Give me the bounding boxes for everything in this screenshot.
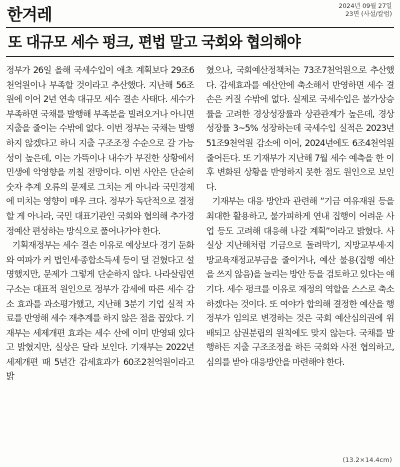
issue-date: 2024년 09월 27일 bbox=[338, 3, 392, 10]
clipping-size-note: (13.2×14.4cm) bbox=[342, 456, 392, 464]
article-column-right bbox=[206, 64, 394, 370]
header-rule bbox=[6, 27, 394, 28]
newspaper-logo: 한겨레 bbox=[7, 5, 52, 24]
article-column-left bbox=[6, 64, 194, 385]
page-section: 23면 (사설/칼럼) bbox=[345, 11, 392, 18]
paragraph: 혔으나, 국회예산정책처는 73조7천억원으로 추산했다. 감세효과를 예산안에 축소해서 반영하면 세수 결손은 커질 수밖에 없다. 실제로 국세수입은 불가상승률을 고려한 경상성장률과 상관관계가 높은데, 경상성장률 3~5% 성장하는데 국세수입 실적은 2023년 51조9천억원 감소에 이어, 2024년에도 6조4천억원 줄어든다. 또 기재부가 지난해 7월 세수 예측을 한 이후 변화된 상황을 반영하지 못한 점도 원인으로 보인다. bbox=[206, 66, 394, 193]
headline-rule bbox=[6, 56, 394, 57]
dateline bbox=[339, 3, 392, 19]
paragraph: 정부가 26일 올해 국세수입이 애초 계획보다 29조6천억원이나 부족할 것이라고 추산했다. 지난해 56조원에 이어 2년 연속 대규모 세수 결손 사태다. 세수가 부족하면 국채를 발행해 부족분을 빌려오거나 아니면 지출을 줄이는 수밖에 없다. 이번 정부는 국채는 발행하지 않겠다고 하니 지출 구조조정 수순으로 갈 가능성이 높은데, 이는 가뜩이나 내수가 부진한 상황에서 민생에 악영향을 끼칠 전망이다. 이번 사안은 단순히 숫자 추계 오류의 문제로 그치는 게 아니라 국민경제에 미치는 영향이 매우 크다. 정부가 독단적으로 결정할 게 아니라, 국민 대표기관인 국회와 협의해 추가경정예산 편성하는 방식으로 풀어나가야 한다. bbox=[6, 66, 194, 237]
paragraph: 기획재정부는 세수 결손 이유로 예상보다 경기 둔화와 여파가 커 법인세·종합소득세 등이 덜 걷혔다고 설명했지만, 문제가 그렇게 단순하지 않다. 나라살림연구소는 대표적 원인으로 정부가 감세에 따른 세수 감소 효과를 과소평가했고, 지난해 3분기 기업 실적 자료를 반영해 세수 재추계를 하지 않은 점을 꼽았다. 기재부는 세제개편 효과는 세수 산에 이미 반영돼 있다고 밝혔지만, 실상은 달라 보인다. 기재부는 2022년 세제개편 때 5년간 감세효과가 60조2천억원이라고 밝 bbox=[6, 241, 194, 383]
paragraph: 기재부는 대응 방안과 관련해 “기금 여유재원 등을 최대한 활용하고, 불가피하게 연내 집행이 어려운 사업 등도 고려해 대응해 나갈 계획”이라고 밝혔다. 사실상 지난해처럼 기금으로 돌려막기, 지방교부세·지방교육재정교부금을 줄이거나, 예산 불용(집행 예산을 쓰지 않음)을 늘리는 방안 등을 검토하고 있다는 얘기다. 세수 펑크를 이유로 재정의 역할을 스스로 축소하겠다는 것이다. 또 여야가 합의해 결정한 예산을 행정부가 임의로 변경하는 것은 국회 예산심의권에 위배되고 삼권분립의 원칙에도 맞지 않는다. 국채를 발행하든 지출 구조조정을 하든 국회와 사전 협의하고, 심의를 받아 대응방안을 마련해야 한다. bbox=[206, 197, 394, 368]
masthead bbox=[0, 0, 400, 27]
headline: 또 대규모 세수 펑크, 편법 말고 국회와 협의해야 bbox=[8, 34, 301, 51]
